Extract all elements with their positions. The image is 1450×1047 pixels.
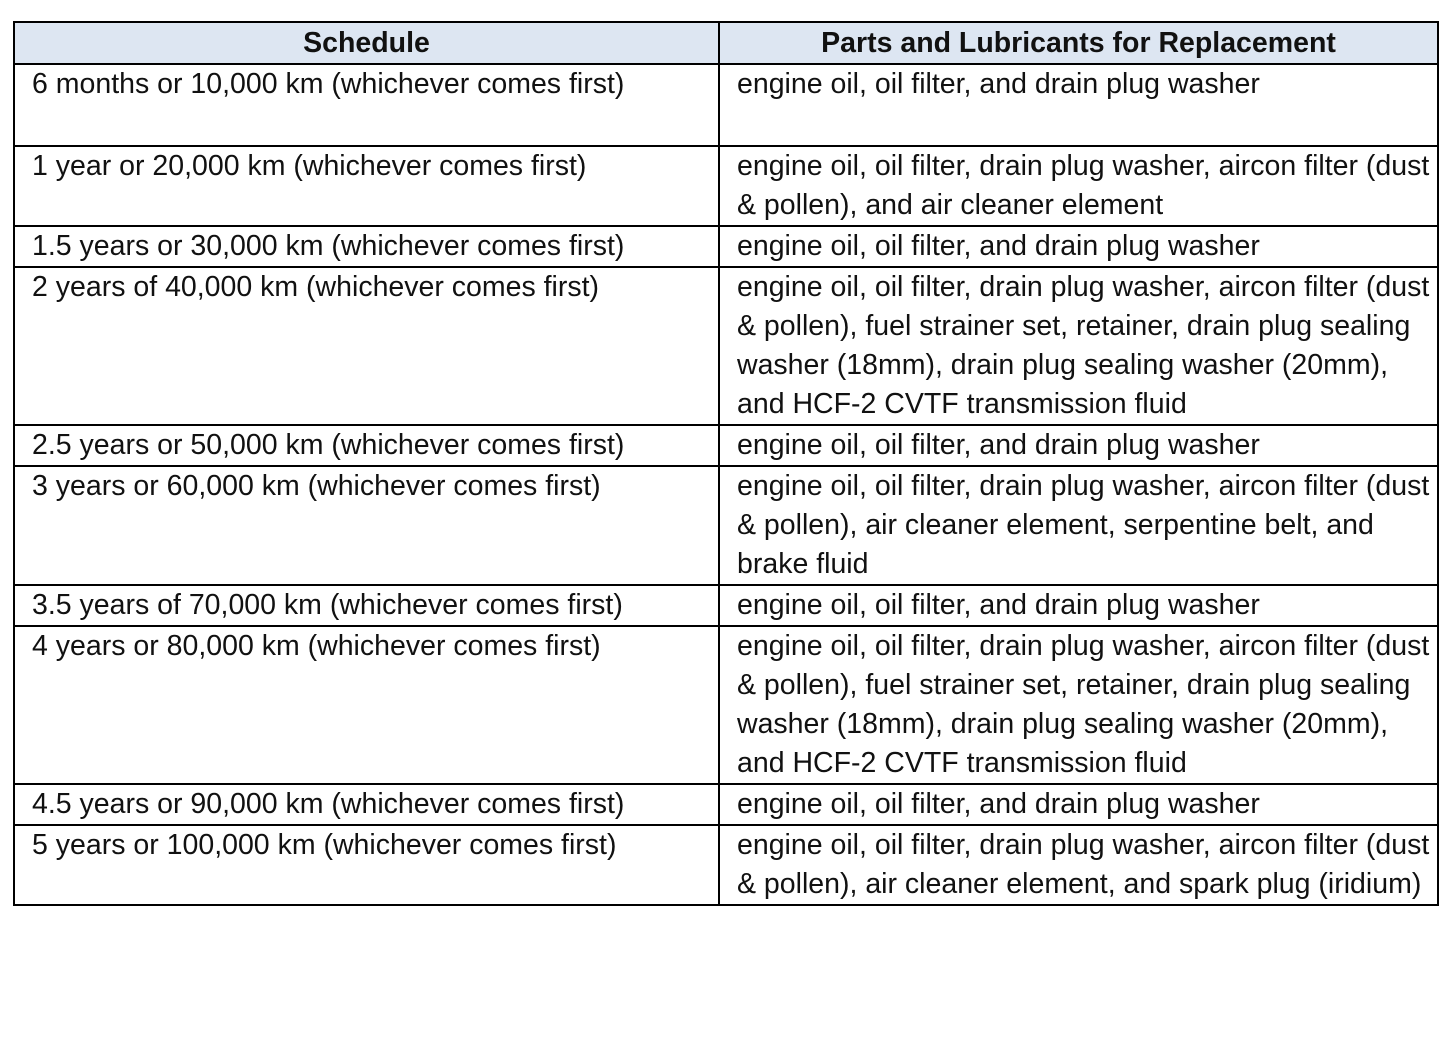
schedule-cell: 2 years of 40,000 km (whichever comes first) <box>14 267 719 425</box>
parts-cell: engine oil, oil filter, drain plug washer, aircon filter (dust & pollen), and air cleaner element <box>719 146 1438 226</box>
parts-cell: engine oil, oil filter, drain plug washer, aircon filter (dust & pollen), fuel strainer set, retainer, drain plug sealing washer (18mm), drain plug sealing washer (20mm), and HCF-2 CVTF transmission fluid <box>719 626 1438 784</box>
table-row <box>14 585 1438 626</box>
parts-cell: engine oil, oil filter, and drain plug washer <box>719 425 1438 466</box>
table-row <box>14 626 1438 784</box>
table-row <box>14 226 1438 267</box>
schedule-cell: 4.5 years or 90,000 km (whichever comes first) <box>14 784 719 825</box>
parts-cell: engine oil, oil filter, drain plug washer, aircon filter (dust & pollen), fuel strainer set, retainer, drain plug sealing washer (18mm), drain plug sealing washer (20mm), and HCF-2 CVTF transmission fluid <box>719 267 1438 425</box>
table-header-row <box>14 22 1438 64</box>
parts-cell: engine oil, oil filter, and drain plug washer <box>719 784 1438 825</box>
parts-cell: engine oil, oil filter, and drain plug washer <box>719 64 1438 146</box>
table-row <box>14 64 1438 146</box>
table-row <box>14 784 1438 825</box>
schedule-cell: 4 years or 80,000 km (whichever comes first) <box>14 626 719 784</box>
schedule-cell: 3.5 years of 70,000 km (whichever comes first) <box>14 585 719 626</box>
header-parts: Parts and Lubricants for Replacement <box>719 22 1438 64</box>
schedule-cell: 1 year or 20,000 km (whichever comes first) <box>14 146 719 226</box>
parts-cell: engine oil, oil filter, and drain plug washer <box>719 585 1438 626</box>
table-row <box>14 146 1438 226</box>
table-row <box>14 267 1438 425</box>
schedule-cell: 3 years or 60,000 km (whichever comes first) <box>14 466 719 585</box>
header-schedule: Schedule <box>14 22 719 64</box>
table-row <box>14 825 1438 905</box>
maintenance-schedule-table <box>13 21 1439 906</box>
schedule-cell: 1.5 years or 30,000 km (whichever comes first) <box>14 226 719 267</box>
schedule-cell: 6 months or 10,000 km (whichever comes first) <box>14 64 719 146</box>
parts-cell: engine oil, oil filter, and drain plug washer <box>719 226 1438 267</box>
parts-cell: engine oil, oil filter, drain plug washer, aircon filter (dust & pollen), air cleaner element, and spark plug (iridium) <box>719 825 1438 905</box>
parts-cell: engine oil, oil filter, drain plug washer, aircon filter (dust & pollen), air cleaner element, serpentine belt, and brake fluid <box>719 466 1438 585</box>
table-row <box>14 466 1438 585</box>
schedule-cell: 5 years or 100,000 km (whichever comes first) <box>14 825 719 905</box>
schedule-cell: 2.5 years or 50,000 km (whichever comes first) <box>14 425 719 466</box>
table-row <box>14 425 1438 466</box>
